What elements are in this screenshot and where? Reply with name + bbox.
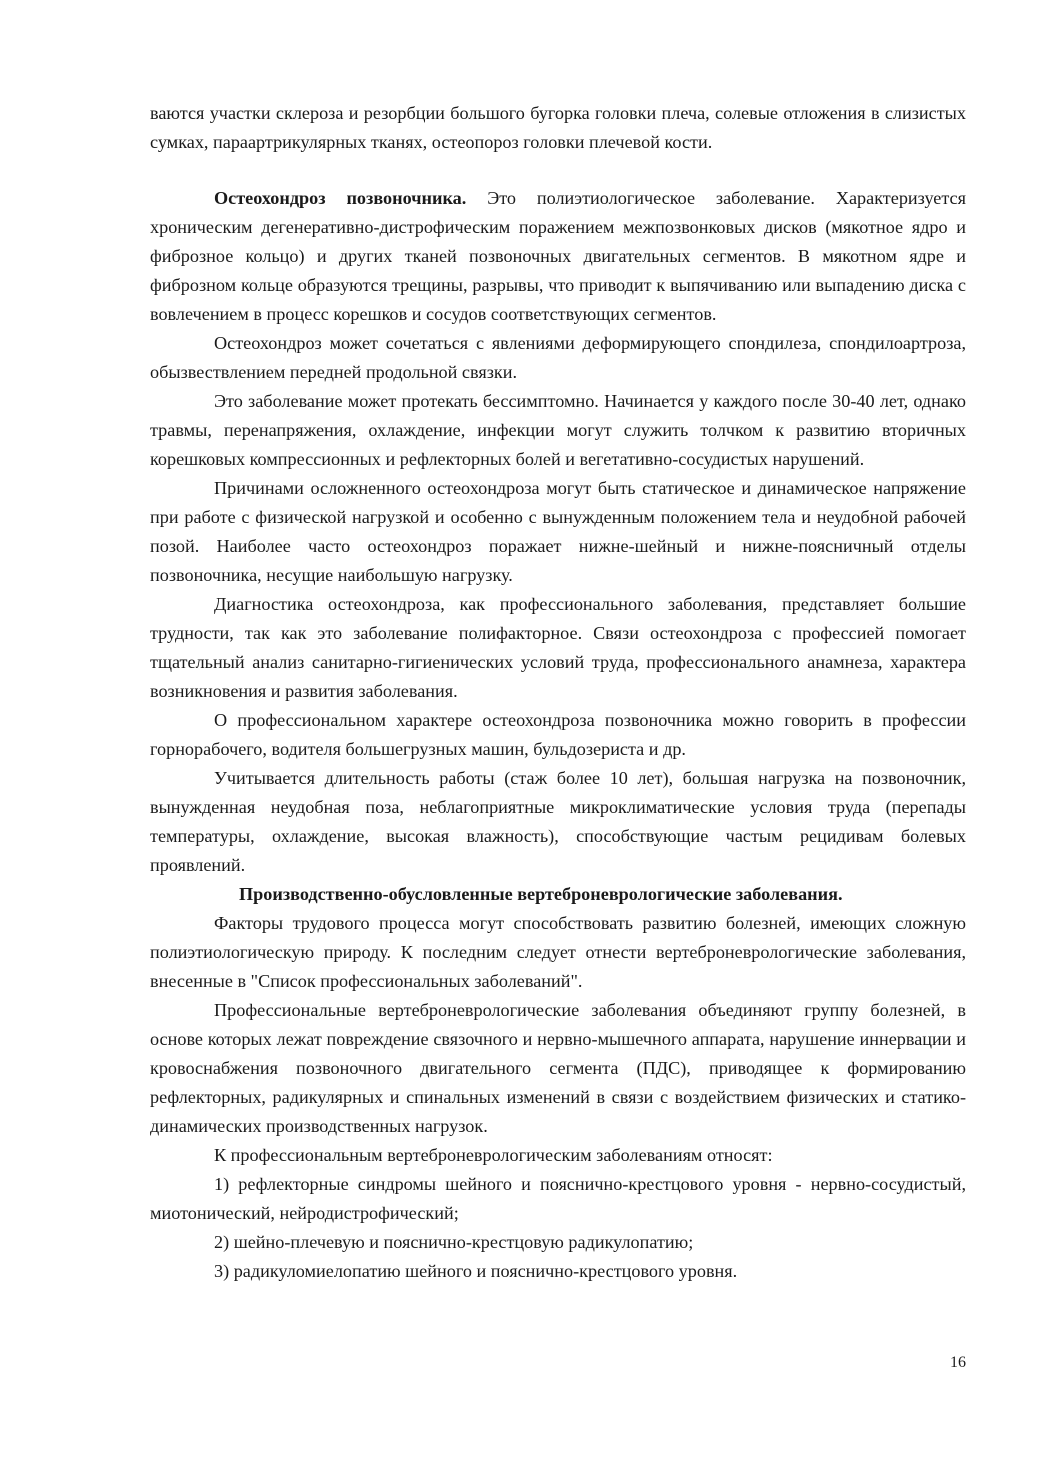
page-number: 16 — [950, 1354, 966, 1371]
list-item: 3) радикуломиелопатию шейного и пояснично-крестцового уровня. — [214, 1261, 738, 1281]
paragraph: О профессиональном характере остеохондроза позвоночника можно говорить в профессии горнорабочего, водителя большегрузных машин, бульдозериста и др. — [150, 710, 966, 759]
list-item: 2) шейно-плечевую и пояснично-крестцовую радикулопатию; — [214, 1232, 694, 1252]
page-content — [150, 99, 966, 1286]
paragraph: Профессиональные вертеброневрологические заболевания объединяют группу болезней, в основе которых лежат повреждение связочного и нервно-мышечного аппарата, нарушение иннервации и кровоснабжения позвоночного двигательного сегмента (ПДС), приводящее к формированию рефлекторных, радикулярных и спинальных изменений в связи с воздействием физических и статико-динамических производственных нагрузок. — [150, 1000, 966, 1136]
continuation-paragraph: ваются участки склероза и резорбции большого бугорка головки плеча, солевые отложения в слизистых сумках, параартрикулярных тканях, остеопороз головки плечевой кости. — [150, 103, 966, 152]
paragraph: Факторы трудового процесса могут способствовать развитию болезней, имеющих сложную полиэтиологическую природу. К последним следует отнести вертеброневрологические заболевания, внесенные в "Список профессиональных заболеваний". — [150, 913, 966, 991]
section-intro-text: Это полиэтиологическое заболевание. Характеризуется хроническим дегенеративно-дистрофическим поражением межпозвонковых дисков (мякотное ядро и фиброзное кольцо) и других тканей позвоночных двигательных сегментов. В мякотном ядре и фиброзном кольце образуются трещины, разрывы, что приводит к выпячиванию или выпадению диска с вовлечением в процесс корешков и сосудов соответствующих сегментов. — [150, 188, 966, 324]
paragraph: Диагностика остеохондроза, как профессионального заболевания, представляет большие трудности, так как это заболевание полифакторное. Связи остеохондроза с профессией помогает тщательный анализ санитарно-гигиенических условий труда, профессионального анамнеза, характера возникновения и развития заболевания. — [150, 594, 966, 701]
paragraph: Остеохондроз может сочетаться с явлениями деформирующего спондилеза, спондилоартроза, обызвествлением передней продольной связки. — [150, 333, 966, 382]
paragraph: К профессиональным вертеброневрологическим заболеваниям относят: — [214, 1145, 773, 1165]
paragraph: Это заболевание может протекать бессимптомно. Начинается у каждого после 30-40 лет, однако травмы, перенапряжения, охлаждение, инфекции могут служить толчком к развитию вторичных корешковых компрессионных и рефлекторных болей и вегетативно-сосудистых нарушений. — [150, 391, 966, 469]
paragraph: Причинами осложненного остеохондроза могут быть статическое и динамическое напряжение при работе с физической нагрузкой и особенно с вынужденным положением тела и неудобной рабочей позой. Наиболее часто остеохондроз поражает нижне-шейный и нижне-поясничный отделы позвоночника, несущие наибольшую нагрузку. — [150, 478, 966, 585]
section-intro-paragraph — [150, 184, 966, 329]
section-title-osteochondrosis: Остеохондроз позвоночника. — [214, 188, 467, 208]
paragraph: Учитывается длительность работы (стаж более 10 лет), большая нагрузка на позвоночник, вынужденная неудобная поза, неблагоприятные микроклиматические условия труда (перепады температуры, охлаждение, высокая влажность), способствующие частым рецидивам болевых проявлений. — [150, 768, 966, 875]
section-heading: Производственно-обусловленные вертеброневрологические заболевания. — [239, 884, 843, 904]
list-item: 1) рефлекторные синдромы шейного и пояснично-крестцового уровня - нервно-сосудистый, миотонический, нейродистрофический; — [150, 1174, 966, 1223]
